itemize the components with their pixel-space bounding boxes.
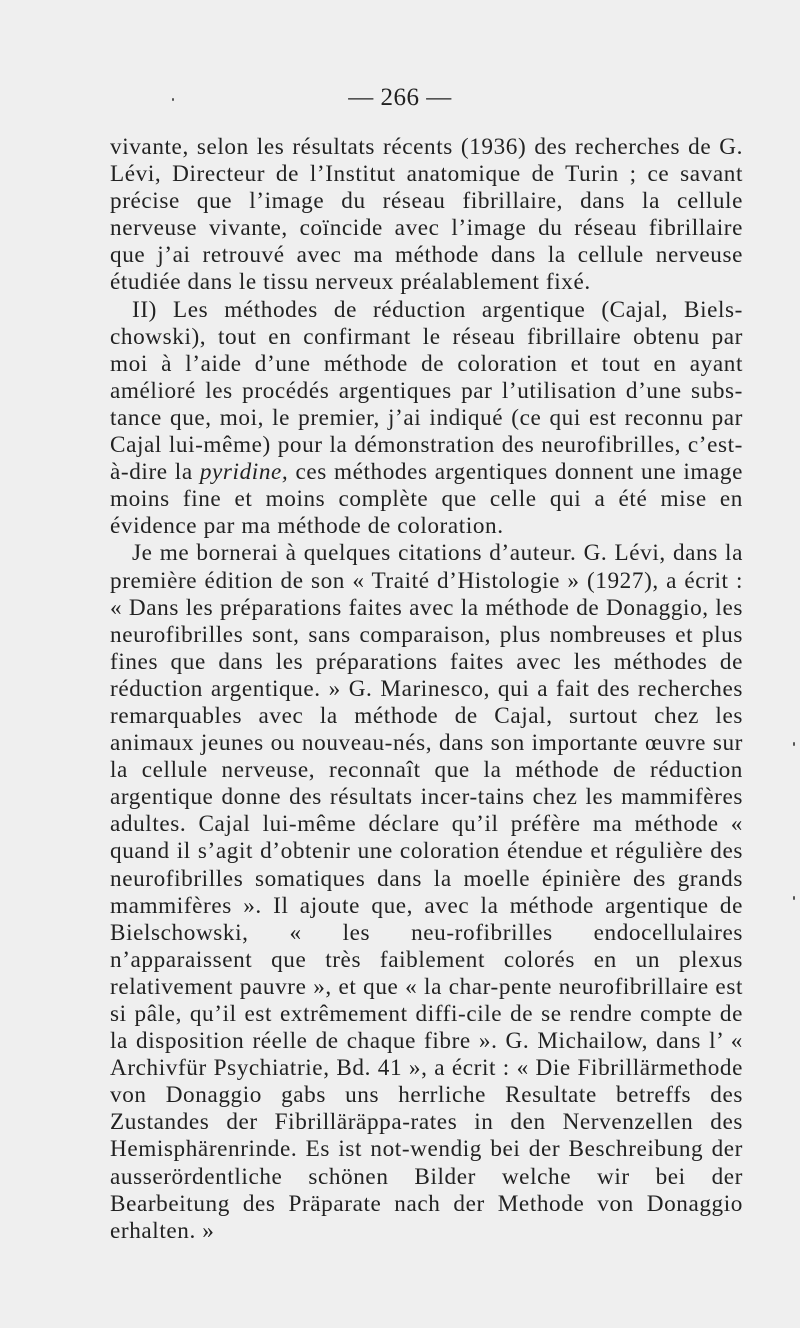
paragraph-silver-methods (110, 297, 743, 541)
pyridine-emphasis: pyridine, (199, 459, 289, 486)
paper-speck (793, 742, 795, 746)
page-number: — 266 — (348, 84, 452, 111)
paragraph-continuation: vivante, selon les résultats récents (1936) des recherches de G. Lévi, Directeur de l’Institut anatomique de Turin ; ce savant précise que l’image du réseau fibrillaire, dans la cellule nerveuse vivante, coïncide avec l’image du réseau fibrillaire que j’ai retrouvé avec ma méthode dans la cellule nerveuse étudiée dans le tissu nerveux préalablement fixé. (110, 134, 743, 296)
paragraph-silver-methods-before: II) Les méthodes de réduction argentique (Cajal, Biels-chowski), tout en confirmant le réseau fibrillaire obtenu par moi à l’aide d’une méthode de coloration et tout en ayant amélioré les procédés argentiques par l’utilisation d’une subs-tance que, moi, le premier, j’ai indiqué (ce qui est reconnu par Cajal lui-même) pour la démonstration des neurofibrilles, c’est-à-dire la (110, 296, 743, 486)
paragraph-citations: Je me bornerai à quelques citations d’auteur. G. Lévi, dans la première édition de son « Traité d’Histologie » (1927), a écrit : « Dans les préparations faites avec la méthode de Donaggio, les neurofibrilles sont, sans comparaison, plus nombreuses et plus fines que dans les préparations faites avec les méthodes de réduction argentique. » G. Marinesco, qui a fait des recherches remarquables avec la méthode de Cajal, surtout chez les animaux jeunes ou nouveau-nés, dans son importante œuvre sur la cellule nerveuse, reconnaît que la méthode de réduction argentique donne des résultats incer-tains chez les mammifères adultes. Cajal lui-même déclare qu’il préfère ma méthode « quand il s’agit d’obtenir une coloration étendue et régulière des neurofibrilles somatiques dans la moelle épinière des grands mammifères ». Il ajoute que, avec la méthode argentique de Bielschowski, « les neu-rofibrilles endocellulaires n’apparaissent que très faiblement colorés en un plexus relativement pauvre », et que « la char-pente neurofibrillaire est si pâle, qu’il est extrêmement diffi-cile de se rendre compte de la disposition réelle de chaque fibre ». G. Michailow, dans l’ « Archivfür Psychiatrie, Bd. 41 », a écrit : « Die Fibrillärmethode von Donaggio gabs uns herrliche Resultate betreffs des Zustandes der Fibrilläräppa-rates in den Nervenzellen des Hemisphärenrinde. Es ist not-wendig bei der Beschreibung der ausserördentliche schönen Bilder welche wir bei der Bearbeitung des Präparate nach der Methode von Donaggio erhalten. » (110, 540, 743, 1244)
paragraph-silver-methods-after: ces méthodes argentiques donnent une image moins fine et moins complète que celle qui a été mise en évidence par ma méthode de coloration. (110, 459, 744, 540)
paper-speck (172, 98, 174, 101)
body-text (110, 134, 743, 1245)
paper-speck (793, 896, 795, 900)
